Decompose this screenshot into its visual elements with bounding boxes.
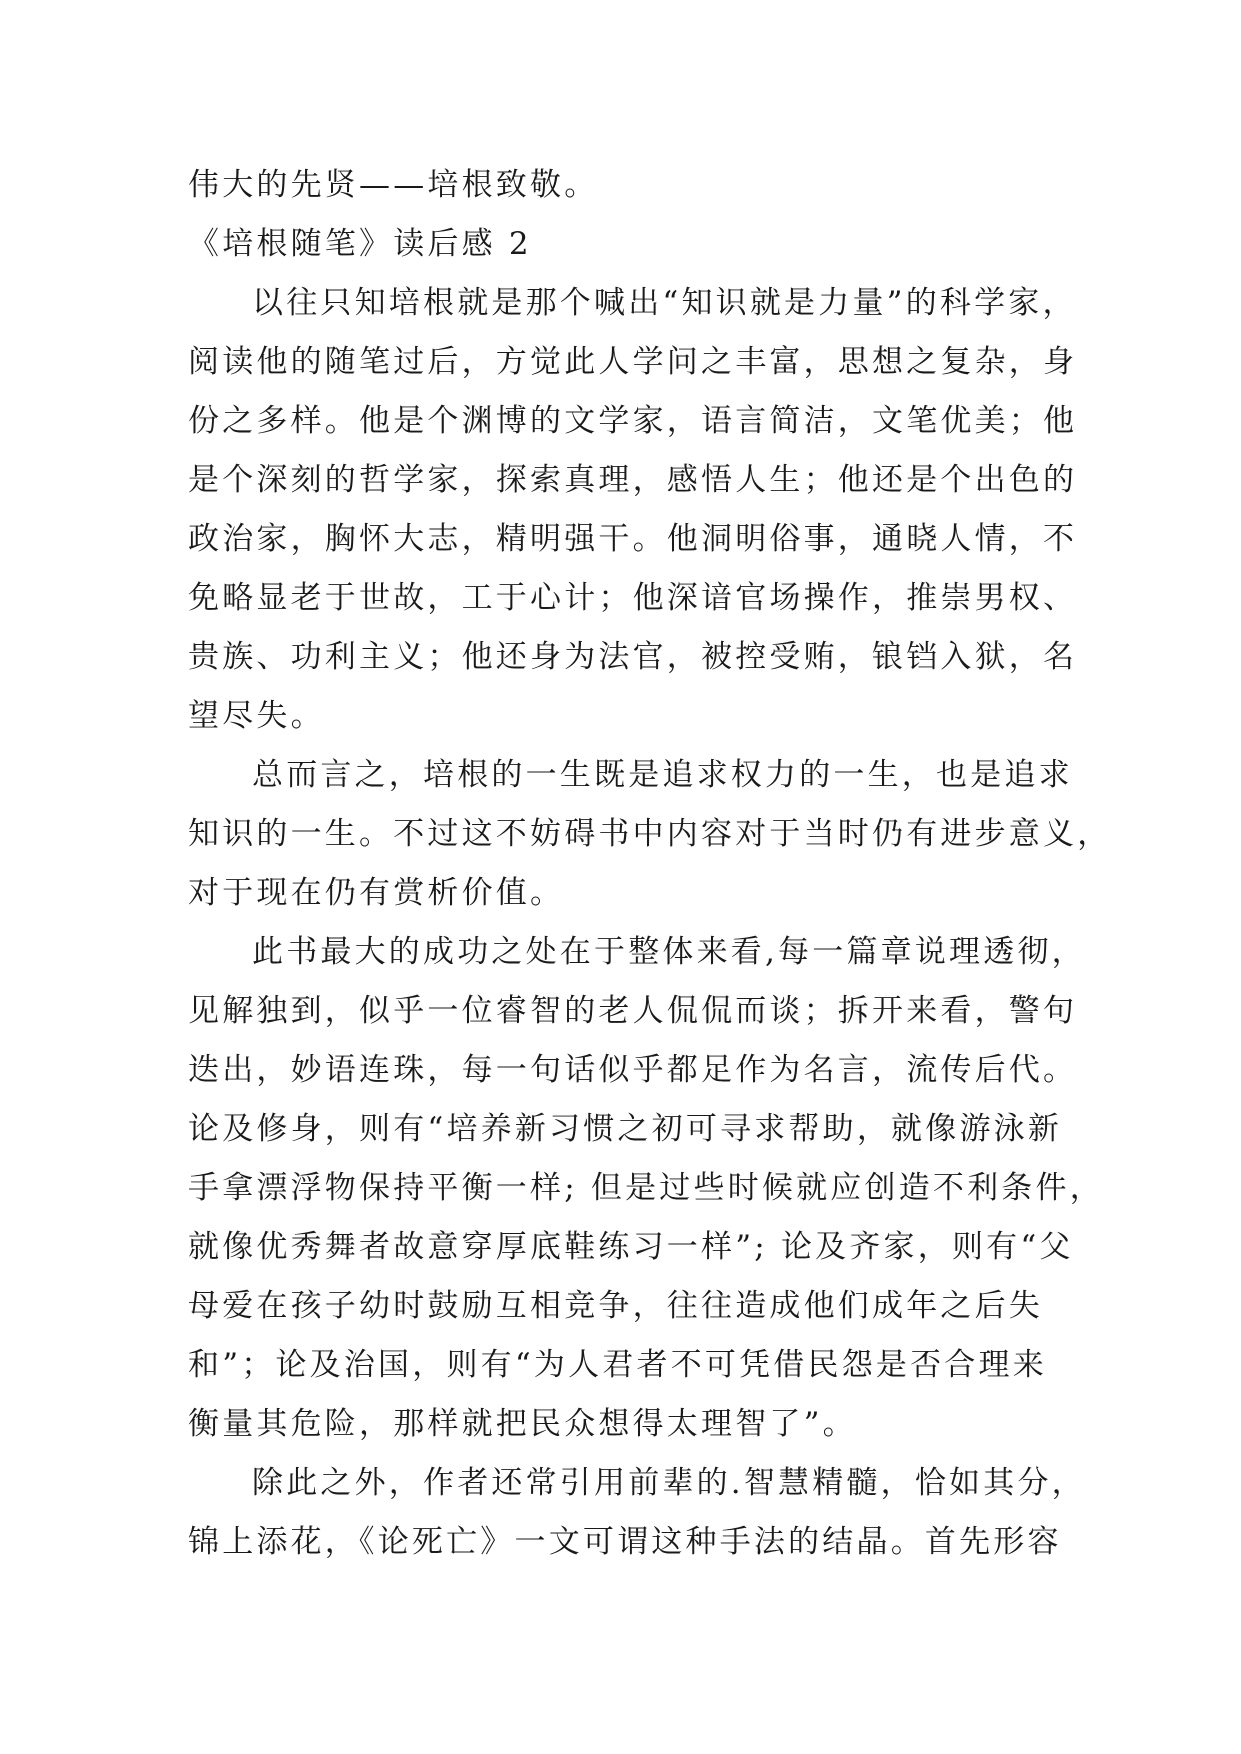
- text-line: 锦上添花，《论死亡》一文可谓这种手法的结晶。首先形容: [188, 1524, 1062, 1560]
- paragraph-first-line: 除此之外，作者还常引用前辈的.智慧精髓，恰如其分，: [252, 1465, 1086, 1501]
- text-line: 迭出，妙语连珠，每一句话似乎都足作为名言，流传后代。: [188, 1052, 1078, 1088]
- text-line: 论及修身，则有“培养新习惯之初可寻求帮助，就像游泳新: [188, 1111, 1063, 1147]
- text-line: 望尽失。: [188, 698, 325, 734]
- text-line: 手拿漂浮物保持平衡一样; 但是过些时候就应创造不利条件，: [188, 1170, 1104, 1206]
- text-line: 对于现在仍有赏析价值。: [188, 875, 565, 911]
- text-line: 和”；论及治国，则有“为人君者不可凭借民怨是否合理来: [188, 1347, 1047, 1383]
- text-line: 伟大的先贤——培根致敬。: [188, 167, 599, 203]
- text-line: 份之多样。他是个渊博的文学家，语言简洁，文笔优美；他: [188, 403, 1078, 439]
- paragraph-first-line: 总而言之，培根的一生既是追求权力的一生，也是追求: [252, 757, 1073, 793]
- text-line: 就像优秀舞者故意穿厚底鞋练习一样”; 论及齐家，则有“父: [188, 1229, 1074, 1265]
- paragraph-first-line: 以往只知培根就是那个喊出“知识就是力量”的科学家，: [252, 285, 1077, 321]
- text-line: 知识的一生。不过这不妨碍书中内容对于当时仍有进步意义，: [188, 816, 1112, 852]
- text-line: 阅读他的随笔过后，方觉此人学问之丰富，思想之复杂，身: [188, 344, 1078, 380]
- paragraph-first-line: 此书最大的成功之处在于整体来看,每一篇章说理透彻，: [252, 934, 1086, 970]
- text-line: 免略显老于世故，工于心计；他深谙官场操作，推崇男权、: [188, 580, 1078, 616]
- section-heading: 《培根随笔》读后感 2: [188, 226, 532, 262]
- text-line: 见解独到，似乎一位睿智的老人侃侃而谈；拆开来看，警句: [188, 993, 1078, 1029]
- document-body: [188, 156, 1112, 1572]
- text-line: 母爱在孩子幼时鼓励互相竞争，往往造成他们成年之后失: [188, 1288, 1043, 1324]
- text-line: 是个深刻的哲学家，探索真理，感悟人生；他还是个出色的: [188, 462, 1078, 498]
- text-line: 政治家，胸怀大志，精明强干。他洞明俗事，通晓人情，不: [188, 521, 1078, 557]
- text-line: 衡量其危险，那样就把民众想得太理智了”。: [188, 1406, 857, 1442]
- text-line: 贵族、功利主义；他还身为法官，被控受贿，锒铛入狱，名: [188, 639, 1078, 675]
